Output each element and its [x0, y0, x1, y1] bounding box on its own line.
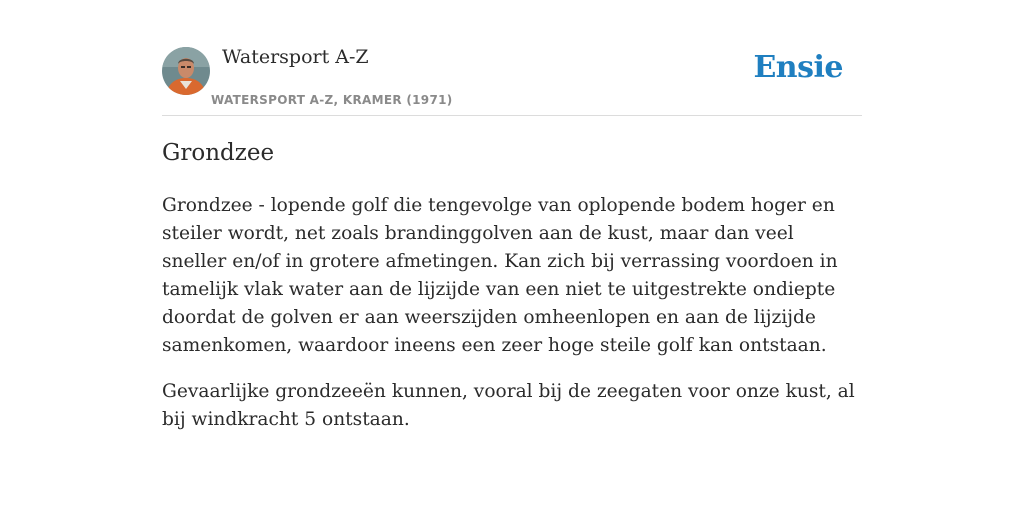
entry-title: Grondzee: [162, 140, 275, 166]
entry-header: [162, 46, 862, 116]
source-label: WATERSPORT A-Z, KRAMER (1971): [211, 93, 453, 107]
entry-paragraph: Gevaarlijke grondzeeën kunnen, vooral bij de zeegaten voor onze kust, al bij windkracht 5 ontstaan.: [162, 381, 855, 430]
avatar-portrait-icon: [162, 47, 210, 95]
author-avatar[interactable]: [162, 47, 210, 95]
entry-paragraph: Grondzee - lopende golf die tengevolge van oplopende bodem hoger en steiler wordt, net zoals brandinggolven aan de kust, maar dan veel sneller en/of in grotere afmetingen. Kan zich bij verrassing voordoen in tamelijk vlak water aan de lijzijde van een niet te uitgestrekte ondiepte doordat de golven er aan weerszijden omheenlopen en aan de lijzijde samenkomen, waardoor ineens een zeer hoge steile golf kan ontstaan.: [162, 195, 838, 356]
brand-logo[interactable]: Ensie: [753, 50, 843, 85]
author-name[interactable]: Watersport A-Z: [222, 46, 369, 68]
entry-body: [162, 192, 862, 452]
